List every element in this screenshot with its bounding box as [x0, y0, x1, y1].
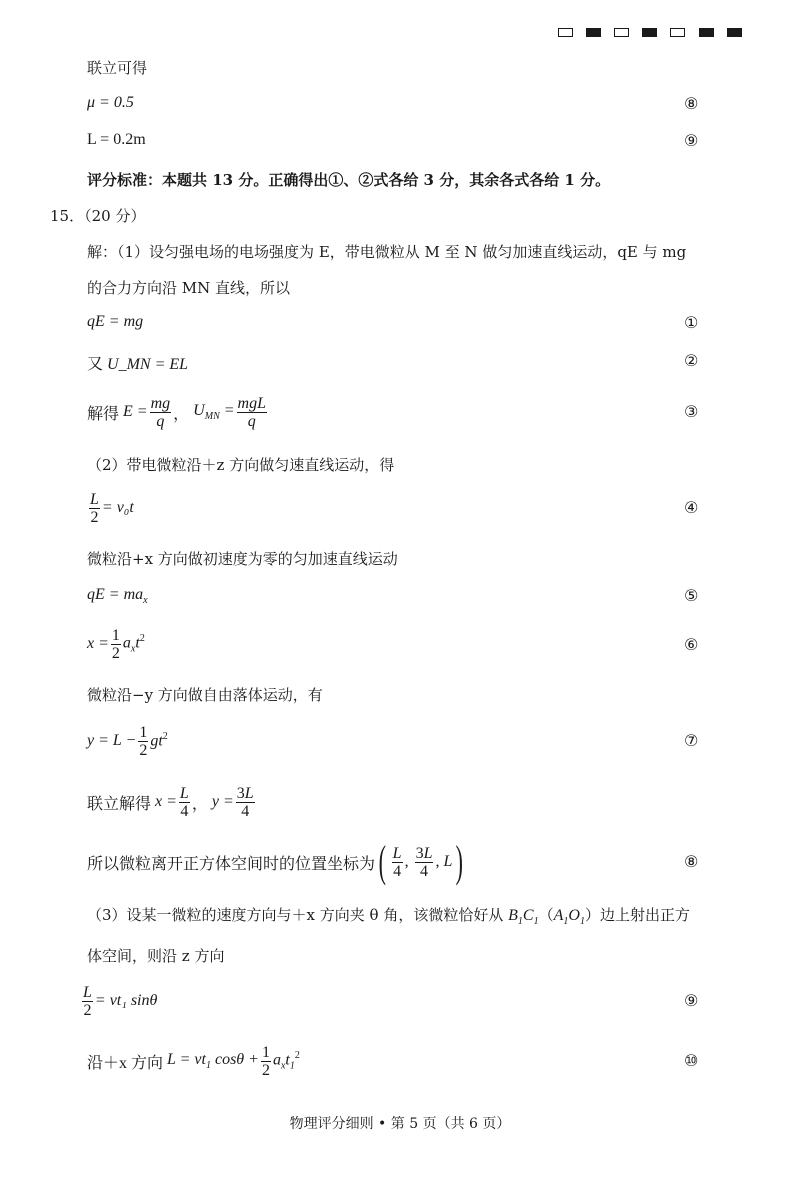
mark-empty: [670, 28, 685, 37]
marker-4: ④: [684, 498, 699, 517]
eq-mu: μ = 0.5: [87, 94, 134, 111]
text-y-motion: 微粒沿−y 方向做自由落体运动，有: [87, 686, 323, 704]
eq-10-row: 沿＋x 方向 $L = vt_1$ cosθ + $\frac{1}{2}$ $a_xt_1^2$: [87, 1043, 300, 1079]
marker-9b: ⑨: [684, 991, 699, 1010]
mark-filled: [642, 28, 657, 37]
mark-filled: [699, 28, 714, 37]
eq-solve-row: 联立解得 x = $\frac{L}{4}$ ， y = $\frac{3L}{4}$: [87, 784, 254, 820]
eq-4-row: $\frac{L}{2}$ = v₀t: [90, 490, 134, 526]
marker-7: ⑦: [684, 731, 699, 750]
eq-3-prefix: 解得: [87, 405, 120, 423]
eq-5: qE = ma: [87, 586, 144, 603]
eq-9: = vt₁ sinθ: [94, 992, 158, 1009]
solve-prefix: 联立解得: [87, 795, 152, 813]
eq-4: = v₀t: [101, 499, 134, 516]
question-15: 15．（20 分）: [50, 207, 146, 225]
marker-2: ②: [684, 351, 699, 370]
marker-8b: ⑧: [684, 852, 699, 871]
solution-part2: （2）带电微粒沿＋z 方向做匀速直线运动，得: [87, 456, 395, 474]
mark-filled: [586, 28, 601, 37]
eq-6: x =: [87, 635, 109, 652]
mark-filled: [727, 28, 742, 37]
eq-7: y = L −: [87, 732, 137, 749]
eq-2-prefix: 又: [87, 356, 104, 373]
marker-8: ⑧: [684, 94, 699, 113]
marker-9: ⑨: [684, 131, 699, 150]
marker-6: ⑥: [684, 635, 699, 654]
page-footer: 物理评分细则 • 第 5 页（共 6 页）: [289, 1116, 511, 1132]
marker-1: ①: [684, 313, 699, 332]
grading-standard: 评分标准：本题共 13 分。正确得出①、②式各给 3 分，其余各式各给 1 分。: [87, 171, 611, 189]
eq-1: qE = mg: [87, 313, 144, 330]
marker-10: ⑩: [684, 1051, 699, 1070]
position-prefix: 所以微粒离开正方体空间时的位置坐标为: [87, 855, 376, 873]
position-row: 所以微粒离开正方体空间时的位置坐标为 ( $\frac{L}{4}$ , $\frac{3L}{4}$ , L ): [87, 837, 464, 886]
eq-2: U_MN = EL: [107, 356, 189, 373]
eq-10-prefix: 沿＋x 方向: [87, 1054, 164, 1072]
marker-5: ⑤: [684, 586, 699, 605]
eq-L: L = 0.2m: [87, 131, 146, 148]
eq-5-row: qE = $ma_x$: [87, 586, 148, 607]
text-x-motion: 微粒沿+x 方向做初速度为零的匀加速直线运动: [87, 550, 398, 568]
marker-3: ③: [684, 402, 699, 421]
eq-9-row: $\frac{L}{2}$ = vt₁ sinθ: [83, 983, 158, 1019]
solution-part1b: 的合力方向沿 MN 直线，所以: [87, 279, 291, 297]
solution-part3b: 体空间，则沿 z 方向: [87, 947, 225, 965]
mark-empty: [614, 28, 629, 37]
mark-empty: [558, 28, 573, 37]
solution-part1: 解：（1）设匀强电场的电场强度为 E，带电微粒从 M 至 N 做匀加速直线运动，qE 与 mg: [87, 243, 687, 261]
eq-7-row: y = L − $\frac{1}{2}$ $gt^2$: [87, 723, 168, 759]
eq-6-row: x = $\frac{1}{2}$ $a_xt^2$: [87, 626, 145, 662]
solution-part3: （3）设某一微粒的速度方向与＋x 方向夹 θ 角，该微粒恰好从 $B_1C_1(A_1O_1)$边上射出正方: [87, 906, 690, 928]
eq-2-row: [87, 351, 188, 374]
text-lianli: 联立可得: [87, 59, 148, 77]
eq-3-row: 解得 E = $\frac{mg}{q}$ ， $U_{MN}$ = $\frac{\text{mgL}}{q}$: [87, 394, 266, 430]
